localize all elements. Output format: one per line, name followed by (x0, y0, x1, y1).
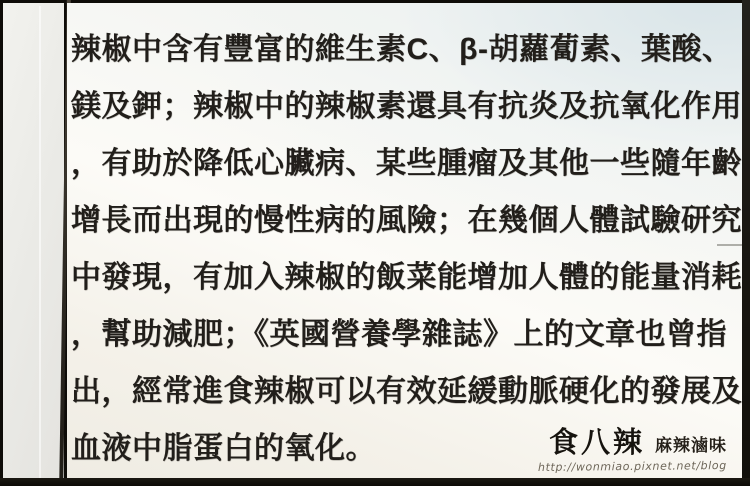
watermark-blog-url: http://wonmiao.pixnet.net/blog (538, 459, 728, 474)
watermark-brand-row (538, 429, 727, 457)
sign-text-line: ，有助於降低心臟病、某些腫瘤及其他一些隨年齡 (71, 147, 742, 180)
watermark-brand-subtitle: 麻辣滷味 (655, 436, 727, 455)
board-side-edge (3, 3, 64, 480)
sign-text-block (71, 21, 742, 477)
sign-text-line: 辣椒中含有豐富的維生素C、β-胡蘿蔔素、葉酸、 (71, 33, 733, 66)
watermark (538, 429, 727, 473)
sign-text-line: 增長而出現的慢性病的風險；在幾個人體試驗研究 (71, 204, 742, 237)
board-side-crease (39, 6, 41, 483)
photo-edge-bottom (0, 478, 750, 486)
watermark-brand-name: 食八辣 (548, 427, 645, 459)
sign-text-line: 出，經常進食辣椒可以有效延緩動脈硬化的發展及 (71, 375, 742, 408)
sign-text-line: 血液中脂蛋白的氧化。 (71, 432, 376, 465)
photo-edge-right (742, 0, 750, 486)
sign-text-line: ，幫助減肥；《英國營養學雜誌》上的文章也曾指 (71, 318, 727, 351)
sign-board (67, 3, 743, 478)
sign-text-line: 中發現，有加入辣椒的飯菜能增加人體的能量消耗 (71, 261, 742, 294)
sign-text-line: 鎂及鉀；辣椒中的辣椒素還具有抗炎及抗氧化作用 (71, 90, 742, 123)
